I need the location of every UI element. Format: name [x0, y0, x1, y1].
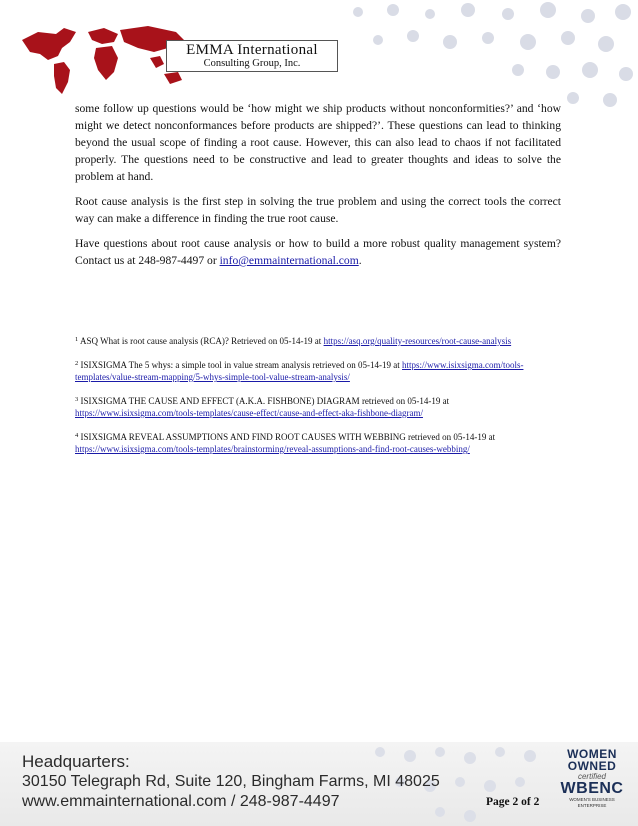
wbenc-badge: [556, 748, 628, 820]
paragraph-2: Root cause analysis is the first step in solving the true problem and using the correct tools the correct way can make a difference in finding the true root cause.: [75, 195, 561, 225]
headquarters-address: 30150 Telegraph Rd, Suite 120, Bingham Farms, MI 48025: [22, 773, 440, 790]
body-text: [75, 100, 561, 277]
footnote-2: $^2$ ISIXSIGMA The 5 whys: a simple tool in value stream analysis retrieved on 05-14-19 at https://www.isixsigma.com/tools-templates/value-stream-mapping/5-whys-simple-tool-value-stream-analysis/: [75, 360, 524, 382]
world-map-logo: [18, 18, 188, 98]
company-name: EMMA International: [186, 42, 318, 58]
headquarters-block: [22, 752, 440, 812]
footnote-2-link[interactable]: https://www.isixsigma.com/tools-templates/value-stream-mapping/5-whys-simple-tool-value-stream-analysis/: [75, 360, 524, 382]
paragraph-3: Have questions about root cause analysis or how to build a more robust quality management system? Contact us at 248-987-4497 or info@emmainternational.com.: [75, 237, 561, 267]
footnotes: [75, 334, 561, 466]
footnote-4-link[interactable]: https://www.isixsigma.com/tools-templates/brainstorming/reveal-assumptions-and-find-root-causes-webbing/: [75, 444, 470, 454]
badge-owned: OWNED: [567, 759, 617, 773]
page-number: Page 2 of 2: [486, 796, 540, 808]
header-dot-pattern: [338, 0, 638, 110]
company-subtitle: Consulting Group, Inc.: [203, 58, 301, 69]
badge-wbenc: WBENC: [560, 780, 624, 797]
contact-email-link[interactable]: info@emmainternational.com: [219, 254, 359, 267]
paragraph-1: some follow up questions would be ‘how might we ship products without nonconformities?’ and ‘how might we detect nonconformances before products are shipped?’. These questions can lead to thinking beyond the usual scope of finding a root cause. However, this can also lead to chaos if not facilitated properly. The questions need to be constructive and lead to greater thoughts and ideas to solve the problem at hand.: [75, 102, 561, 183]
footnote-3: $^3$ ISIXSIGMA THE CAUSE AND EFFECT (A.K.A. FISHBONE) DIAGRAM retrieved on 05-14-19 at https://www.isixsigma.com/tools-templates/cause-effect/cause-and-effect-aka-fishbone-diagram/: [75, 396, 450, 418]
company-logo-box: [166, 40, 338, 72]
badge-subtitle: WOMEN'S BUSINESS ENTERPRISE: [569, 797, 615, 808]
badge-certified: certified: [577, 772, 606, 781]
footnote-3-link[interactable]: https://www.isixsigma.com/tools-templates/cause-effect/cause-and-effect-aka-fishbone-diagram/: [75, 408, 423, 418]
footnote-4: $^4$ ISIXSIGMA REVEAL ASSUMPTIONS AND FIND ROOT CAUSES WITH WEBBING retrieved on 05-14-19 at https://www.isixsigma.com/tools-templates/brainstorming/reveal-assumptions-and-find-root-causes-webbing/: [75, 432, 496, 454]
footnote-1-link[interactable]: https://asq.org/quality-resources/root-cause-analysis: [323, 336, 512, 346]
headquarters-label: Headquarters:: [22, 752, 130, 771]
badge-women: WOMEN: [567, 747, 617, 761]
footnote-1: $^1$ ASQ What is root cause analysis (RCA)? Retrieved on 05-14-19 at https://asq.org/quality-resources/root-cause-analysis: [75, 336, 512, 346]
headquarters-website: www.emmainternational.com / 248-987-4497: [22, 793, 340, 810]
